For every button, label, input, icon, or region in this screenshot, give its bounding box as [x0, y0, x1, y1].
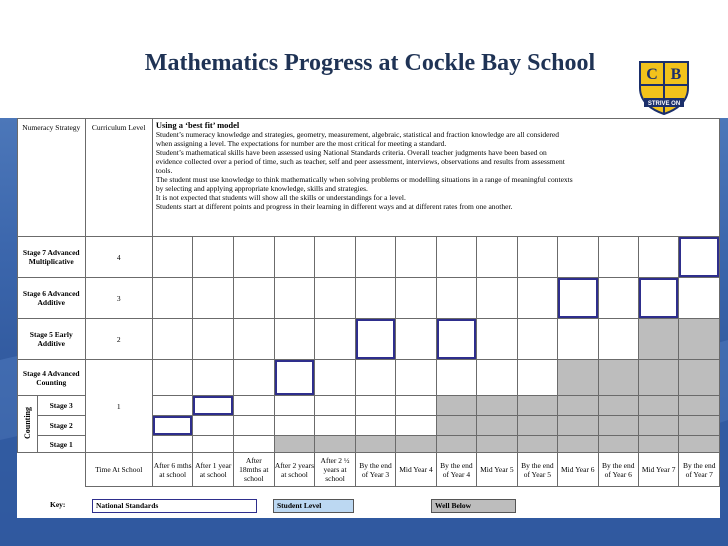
grid-cell [193, 278, 234, 319]
grid-cell [477, 237, 517, 278]
grid-cell [396, 237, 436, 278]
key-well-below: Well Below [431, 499, 516, 513]
time-point: After 2 ½ years at school [315, 453, 356, 487]
time-point: By the end of Year 4 [436, 453, 476, 487]
grid-cell [234, 416, 275, 436]
grid-cell [152, 436, 193, 453]
well-below-cell [558, 360, 598, 396]
grid-cell [477, 278, 517, 319]
well-below-cell [679, 360, 720, 396]
grid-cell [234, 237, 275, 278]
well-below-cell [558, 436, 598, 453]
national-standard-cell [679, 237, 720, 278]
grid-cell [193, 319, 234, 360]
national-standard-cell [436, 319, 476, 360]
grid-cell [477, 319, 517, 360]
key-national-standards: National Standards [92, 499, 257, 513]
grid-cell [152, 278, 193, 319]
national-standard-cell [274, 360, 315, 396]
well-below-cell [436, 436, 476, 453]
well-below-cell [477, 416, 517, 436]
well-below-cell [517, 396, 557, 416]
grid-cell [274, 237, 315, 278]
stage-3-label: Stage 3 [37, 396, 85, 416]
grid-cell [193, 360, 234, 396]
grid-cell [152, 360, 193, 396]
well-below-cell [598, 436, 638, 453]
intro-line: by selecting and applying appropriate knowledge, skills and strategies. [155, 184, 368, 193]
well-below-cell [638, 360, 678, 396]
grid-cell [152, 237, 193, 278]
grid-cell [598, 319, 638, 360]
intro-line: Student’s numeracy knowledge and strategies, geometry, measurement, algebraic, statistical and fraction knowledge are all considered [155, 130, 559, 139]
key-label: Key: [50, 500, 66, 509]
grid-cell [517, 237, 557, 278]
progress-grid [17, 118, 720, 487]
grid-cell [234, 278, 275, 319]
well-below-cell [679, 396, 720, 416]
grid-cell [679, 278, 720, 319]
grid-cell [315, 416, 356, 436]
grid-cell [274, 416, 315, 436]
stage-1-label: Stage 1 [37, 436, 85, 453]
grid-cell [436, 278, 476, 319]
grid-cell [355, 416, 395, 436]
grid-cell [193, 237, 234, 278]
grid-cell [274, 278, 315, 319]
intro-line: when assigning a level. The expectations for number are the most critical for meeting a standard. [155, 139, 447, 148]
time-point: After 18mths at school [234, 453, 275, 487]
intro-line: It is not expected that students will show all the skills or understandings for a level. [155, 193, 406, 202]
grid-cell [315, 319, 356, 360]
grid-cell [558, 237, 598, 278]
intro-line: The student must use knowledge to think mathematically when solving problems or modelling situations in a range of meaningful contexts [155, 175, 573, 184]
stage-6-label: Stage 6 Advanced Additive [18, 278, 86, 319]
slide-title: Mathematics Progress at Cockle Bay School [144, 50, 596, 76]
progress-table-card [17, 118, 720, 518]
counting-label: Counting [22, 406, 32, 439]
best-fit-explanation [152, 119, 719, 237]
time-point: After 1 year at school [193, 453, 234, 487]
time-point: Mid Year 4 [396, 453, 436, 487]
grid-cell [18, 453, 86, 487]
time-point: Mid Year 7 [638, 453, 678, 487]
grid-cell [355, 237, 395, 278]
grid-cell [315, 237, 356, 278]
national-standard-cell [193, 396, 234, 416]
well-below-cell [396, 436, 436, 453]
well-below-cell [436, 396, 476, 416]
time-point: By the end of Year 6 [598, 453, 638, 487]
grid-cell [193, 416, 234, 436]
stage-2-label: Stage 2 [37, 416, 85, 436]
grid-cell [517, 360, 557, 396]
well-below-cell [355, 436, 395, 453]
level-1: 1 [85, 360, 152, 453]
well-below-cell [517, 436, 557, 453]
well-below-cell [274, 436, 315, 453]
grid-cell [274, 396, 315, 416]
well-below-cell [679, 319, 720, 360]
grid-cell [152, 319, 193, 360]
grid-cell [396, 416, 436, 436]
national-standard-cell [355, 319, 395, 360]
time-point: Mid Year 5 [477, 453, 517, 487]
grid-cell [396, 360, 436, 396]
well-below-cell [558, 416, 598, 436]
grid-cell [558, 319, 598, 360]
logo-letter-c: C [646, 66, 658, 83]
grid-cell [315, 278, 356, 319]
intro-line: Student’s mathematical skills have been assessed using National Standards criteria. Overall teacher judgments have been based on [155, 148, 547, 157]
grid-cell [355, 396, 395, 416]
grid-cell [315, 360, 356, 396]
header-numeracy-strategy: Numeracy Strategy [18, 119, 86, 237]
time-point: After 2 years at school [274, 453, 315, 487]
well-below-cell [638, 436, 678, 453]
well-below-cell [558, 396, 598, 416]
well-below-cell [315, 436, 356, 453]
well-below-cell [638, 396, 678, 416]
grid-cell [396, 278, 436, 319]
well-below-cell [517, 416, 557, 436]
grid-cell [598, 278, 638, 319]
well-below-cell [477, 436, 517, 453]
stage-5-label: Stage 5 Early Additive [18, 319, 86, 360]
well-below-cell [477, 396, 517, 416]
stage-7-label: Stage 7 Advanced Multiplicative [18, 237, 86, 278]
grid-cell [598, 237, 638, 278]
grid-cell [193, 436, 234, 453]
grid-cell [315, 396, 356, 416]
grid-cell [274, 319, 315, 360]
grid-cell [638, 237, 678, 278]
time-point: By the end of Year 5 [517, 453, 557, 487]
grid-cell [396, 396, 436, 416]
time-point: Mid Year 6 [558, 453, 598, 487]
grid-cell [234, 396, 275, 416]
grid-cell [517, 278, 557, 319]
national-standard-cell [638, 278, 678, 319]
well-below-cell [638, 416, 678, 436]
well-below-cell [679, 436, 720, 453]
well-below-cell [598, 416, 638, 436]
logo-letter-b: B [670, 66, 682, 83]
grid-cell [152, 396, 193, 416]
time-at-school-label: Time At School [85, 453, 152, 487]
grid-cell [436, 360, 476, 396]
well-below-cell [679, 416, 720, 436]
well-below-cell [638, 319, 678, 360]
level-3: 3 [85, 278, 152, 319]
intro-line: tools. [155, 166, 173, 175]
level-4: 4 [85, 237, 152, 278]
time-point: By the end of Year 3 [355, 453, 395, 487]
grid-cell [517, 319, 557, 360]
intro-heading: Using a ‘best fit’ model [155, 120, 240, 130]
header-curriculum-level: Curriculum Level [85, 119, 152, 237]
grid-cell [234, 360, 275, 396]
national-standard-cell [558, 278, 598, 319]
time-point: By the end of Year 7 [679, 453, 720, 487]
well-below-cell [598, 396, 638, 416]
grid-cell [355, 278, 395, 319]
national-standard-cell [152, 416, 193, 436]
grid-cell [477, 360, 517, 396]
grid-cell [234, 319, 275, 360]
well-below-cell [436, 416, 476, 436]
grid-cell [355, 360, 395, 396]
grid-cell [234, 436, 275, 453]
grid-cell [436, 237, 476, 278]
well-below-cell [598, 360, 638, 396]
grid-cell [396, 319, 436, 360]
intro-line: Students start at different points and progress in their learning in different ways and at different rates from one another. [155, 202, 513, 211]
time-point: After 6 mths at school [152, 453, 193, 487]
level-2: 2 [85, 319, 152, 360]
stage-4-label: Stage 4 Advanced Counting [18, 360, 86, 396]
school-crest-logo [636, 58, 692, 116]
key-student-level: Student Level [273, 499, 354, 513]
counting-group [18, 396, 38, 453]
logo-motto: STRIVE ON [647, 101, 681, 107]
intro-line: evidence collected over a period of time, such as teacher, self and peer assessment, interviews, observations and results from assessment [155, 157, 565, 166]
